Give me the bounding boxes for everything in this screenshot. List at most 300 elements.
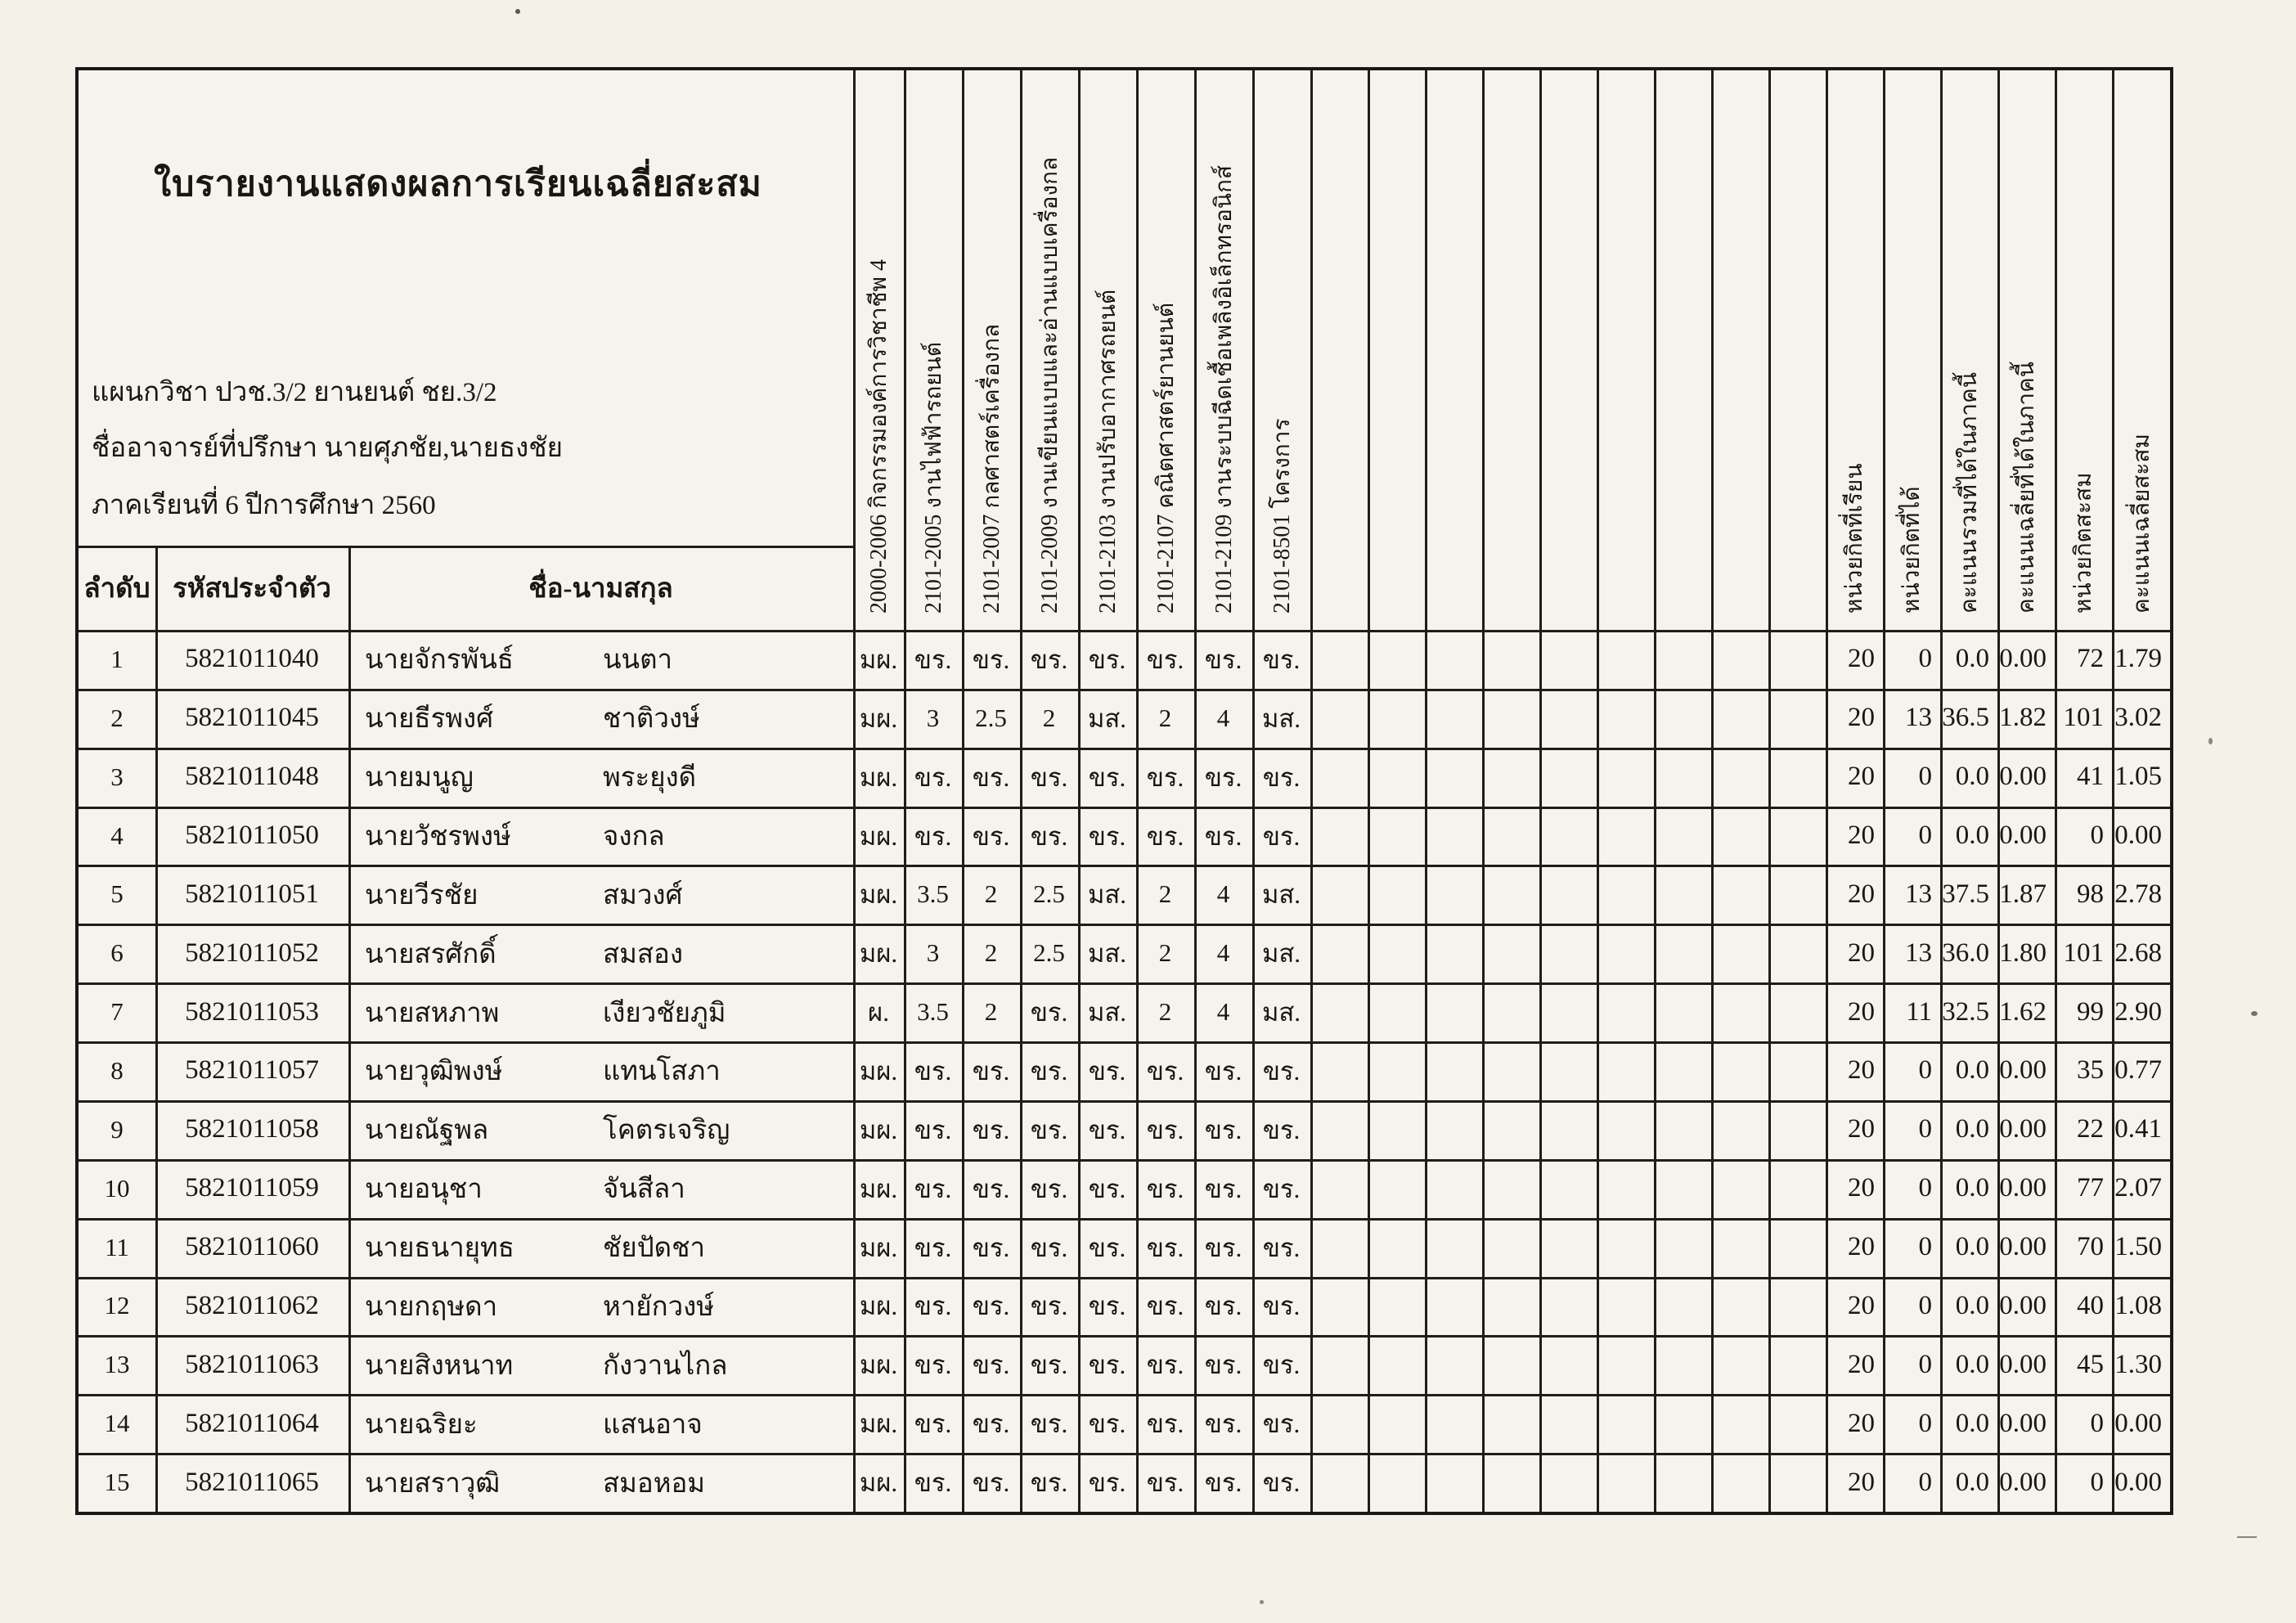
grade-cell: มผ. bbox=[859, 1468, 898, 1498]
grade-cell: ขร. bbox=[1146, 1174, 1184, 1203]
summary-cell: 0.00 bbox=[1999, 1408, 2047, 1438]
summary-cell: 1.87 bbox=[1999, 879, 2047, 909]
summary-cell: 1.50 bbox=[2114, 1232, 2162, 1262]
summary-cell: 11 bbox=[1906, 996, 1932, 1027]
grade-cell: ขร. bbox=[972, 1292, 1010, 1321]
grade-cell: ขร. bbox=[1030, 821, 1068, 851]
grade-cell: ขร. bbox=[914, 1174, 952, 1203]
department-line: แผนกวิชา ปวช.3/2 ยานยนต์ ชย.3/2 bbox=[92, 378, 497, 407]
grade-cell: ขร. bbox=[1088, 1292, 1126, 1321]
grade-cell: ขร. bbox=[972, 821, 1010, 851]
row-number: 11 bbox=[105, 1232, 129, 1261]
grade-cell: ขร. bbox=[1030, 1468, 1068, 1498]
summary-cell: 20 bbox=[1848, 1408, 1875, 1438]
summary-cell: 0.0 bbox=[1955, 1467, 1989, 1497]
summary-cell: 13 bbox=[1905, 937, 1932, 968]
grade-cell: ขร. bbox=[1088, 1468, 1126, 1498]
semester-line: ภาคเรียนที่ 6 ปีการศึกษา 2560 bbox=[92, 491, 436, 520]
grade-cell: 3 bbox=[926, 703, 940, 732]
column-header-student-id: รหัสประจำตัว bbox=[173, 574, 331, 604]
summary-cell: 0.0 bbox=[1955, 644, 1989, 674]
grade-cell: ขร. bbox=[1262, 821, 1301, 851]
grade-cell: 4 bbox=[1216, 879, 1230, 909]
grade-cell: มผ. bbox=[859, 1292, 898, 1321]
student-first-name: นายธนายุทธ bbox=[365, 1234, 514, 1264]
summary-cell: 2.07 bbox=[2114, 1173, 2162, 1203]
summary-column-header: คะแนนเฉลี่ยที่ได้ในภาคนี้ bbox=[2014, 362, 2039, 614]
grade-cell: มผ. bbox=[859, 1174, 898, 1203]
grade-cell: มผ. bbox=[859, 880, 898, 910]
student-first-name: นายวีรชัย bbox=[365, 880, 479, 910]
grade-cell: 2 bbox=[1158, 879, 1172, 909]
student-last-name: เงียวชัยภูมิ bbox=[603, 998, 726, 1028]
grade-cell: มผ. bbox=[859, 1233, 898, 1262]
student-last-name: สมวงศ์ bbox=[603, 880, 683, 910]
document-title: ใบรายงานแสดงผลการเรียนเฉลี่ยสะสม bbox=[154, 165, 762, 204]
grade-cell: ขร. bbox=[972, 1174, 1010, 1203]
summary-cell: 0.00 bbox=[1999, 1349, 2047, 1379]
grade-cell: ขร. bbox=[914, 1115, 952, 1144]
summary-cell: 0.00 bbox=[1999, 1232, 2047, 1262]
summary-cell: 0.0 bbox=[1955, 1173, 1989, 1203]
grade-cell: ขร. bbox=[1088, 1115, 1126, 1144]
grade-cell: ขร. bbox=[914, 1409, 952, 1439]
grade-cell: มส. bbox=[1087, 998, 1127, 1027]
summary-cell: 0 bbox=[1918, 1173, 1932, 1203]
student-first-name: นายกฤษดา bbox=[365, 1292, 498, 1322]
summary-cell: 1.05 bbox=[2114, 762, 2162, 792]
grade-cell: ขร. bbox=[972, 1409, 1010, 1439]
grade-cell: ขร. bbox=[1204, 645, 1242, 674]
grade-cell: 2 bbox=[984, 997, 998, 1027]
student-last-name: โคตรเจริญ bbox=[603, 1116, 730, 1146]
student-last-name: พระยุงดี bbox=[603, 763, 697, 794]
row-number: 14 bbox=[104, 1409, 130, 1438]
summary-cell: 0 bbox=[1918, 1349, 1932, 1379]
summary-cell: 20 bbox=[1848, 1290, 1875, 1320]
grade-cell: ขร. bbox=[972, 1468, 1010, 1498]
grade-cell: ขร. bbox=[914, 1233, 952, 1262]
grade-cell: ขร. bbox=[1030, 1174, 1068, 1203]
grade-cell: มส. bbox=[1087, 704, 1127, 733]
grade-cell: ผ. bbox=[868, 998, 889, 1027]
summary-cell: 0.77 bbox=[2114, 1055, 2162, 1086]
table-row bbox=[79, 807, 2170, 865]
student-first-name: นายจักรพันธ์ bbox=[365, 645, 514, 676]
summary-cell: 20 bbox=[1848, 1232, 1875, 1262]
grade-cell: 2 bbox=[1158, 938, 1172, 968]
table-row bbox=[79, 1218, 2170, 1277]
grade-cell: 2 bbox=[1158, 997, 1172, 1027]
summary-cell: 0.0 bbox=[1955, 1114, 1989, 1144]
grade-cell: ขร. bbox=[1204, 762, 1242, 792]
student-first-name: นายวุฒิพงษ์ bbox=[365, 1057, 503, 1087]
summary-cell: 98 bbox=[2077, 879, 2104, 909]
summary-cell: 36.5 bbox=[1942, 703, 1989, 733]
grade-cell: ขร. bbox=[1088, 821, 1126, 851]
table-row bbox=[79, 1100, 2170, 1159]
summary-cell: 1.62 bbox=[1999, 996, 2047, 1027]
scan-speck bbox=[515, 9, 520, 14]
student-last-name: นนตา bbox=[603, 645, 673, 676]
row-number: 5 bbox=[110, 879, 124, 909]
summary-cell: 20 bbox=[1848, 937, 1875, 968]
grade-cell: ขร. bbox=[1204, 1174, 1242, 1203]
summary-cell: 20 bbox=[1848, 1173, 1875, 1203]
summary-cell: 20 bbox=[1848, 1467, 1875, 1497]
grade-cell: 3.5 bbox=[917, 879, 949, 909]
student-last-name: จงกล bbox=[603, 822, 665, 852]
grade-cell: มผ. bbox=[859, 1115, 898, 1144]
grade-cell: ขร. bbox=[1262, 1174, 1301, 1203]
summary-cell: 0.00 bbox=[2114, 1408, 2162, 1438]
grade-cell: ขร. bbox=[914, 1292, 952, 1321]
student-first-name: นายณัฐพล bbox=[365, 1116, 489, 1146]
grade-cell: มผ. bbox=[859, 1056, 898, 1086]
summary-cell: 20 bbox=[1848, 1349, 1875, 1379]
grade-cell: ขร. bbox=[1262, 1056, 1301, 1086]
subject-column-header: 2000-2006 กิจกรรมองค์การวิชาชีพ 4 bbox=[866, 259, 892, 614]
grade-cell: 2 bbox=[1158, 703, 1172, 732]
summary-cell: 0 bbox=[1918, 762, 1932, 792]
grade-cell: ขร. bbox=[1262, 1115, 1301, 1144]
summary-cell: 2.90 bbox=[2114, 996, 2162, 1027]
summary-cell: 99 bbox=[2077, 996, 2104, 1027]
table-row bbox=[79, 689, 2170, 748]
student-first-name: นายฉริยะ bbox=[365, 1409, 478, 1440]
grade-cell: ขร. bbox=[972, 1351, 1010, 1380]
summary-cell: 101 bbox=[2063, 937, 2104, 968]
grade-cell: ขร. bbox=[1262, 1292, 1301, 1321]
grade-cell: ขร. bbox=[1262, 1409, 1301, 1439]
grade-cell: มส. bbox=[1261, 939, 1301, 969]
summary-cell: 0 bbox=[1918, 644, 1932, 674]
grade-cell: ขร. bbox=[1088, 1056, 1126, 1086]
student-last-name: แทนโสภา bbox=[603, 1057, 721, 1087]
grade-cell: ขร. bbox=[1146, 1292, 1184, 1321]
grade-cell: ขร. bbox=[914, 1468, 952, 1498]
student-last-name: สมอหอม bbox=[603, 1468, 706, 1499]
student-id: 5821011051 bbox=[185, 879, 319, 909]
grade-cell: 4 bbox=[1216, 997, 1230, 1027]
grade-cell: ขร. bbox=[1088, 1351, 1126, 1380]
grade-cell: ขร. bbox=[1088, 762, 1126, 792]
summary-cell: 70 bbox=[2077, 1232, 2104, 1262]
student-id: 5821011040 bbox=[185, 644, 319, 674]
grade-cell: ขร. bbox=[972, 1233, 1010, 1262]
grade-cell: มผ. bbox=[859, 762, 898, 792]
grade-cell: ขร. bbox=[914, 645, 952, 674]
grade-cell: มผ. bbox=[859, 1351, 898, 1380]
grade-cell: ขร. bbox=[1146, 645, 1184, 674]
row-number: 2 bbox=[110, 703, 124, 732]
grade-cell: ขร. bbox=[972, 645, 1010, 674]
scan-scratch bbox=[2237, 1536, 2257, 1538]
summary-cell: 1.82 bbox=[1999, 703, 2047, 733]
grade-cell: ขร. bbox=[1030, 762, 1068, 792]
grade-cell: ขร. bbox=[1146, 1409, 1184, 1439]
student-id: 5821011065 bbox=[185, 1467, 319, 1497]
summary-cell: 0.0 bbox=[1955, 1290, 1989, 1320]
table-row bbox=[79, 1394, 2170, 1453]
summary-cell: 41 bbox=[2077, 762, 2104, 792]
subject-column-header: 2101-2103 งานปรับอากาศรถยนต์ bbox=[1094, 289, 1121, 614]
grade-cell: ขร. bbox=[1146, 1468, 1184, 1498]
summary-cell: 0.00 bbox=[1999, 820, 2047, 851]
student-last-name: สมสอง bbox=[603, 939, 683, 969]
student-last-name: ชาติวงษ์ bbox=[603, 704, 700, 735]
summary-cell: 0 bbox=[1918, 1114, 1932, 1144]
subject-column-header: 2101-2007 กลศาสตร์เครื่องกล bbox=[978, 323, 1004, 614]
grade-cell: 2 bbox=[984, 938, 998, 968]
student-first-name: นายธีรพงศ์ bbox=[365, 704, 494, 735]
summary-cell: 72 bbox=[2077, 644, 2104, 674]
student-first-name: นายสิงหนาท bbox=[365, 1351, 514, 1381]
grade-cell: มส. bbox=[1261, 704, 1301, 733]
table-row bbox=[79, 982, 2170, 1041]
summary-cell: 20 bbox=[1848, 644, 1875, 674]
row-number: 15 bbox=[104, 1468, 130, 1497]
grade-cell: ขร. bbox=[1204, 1115, 1242, 1144]
summary-cell: 1.08 bbox=[2114, 1290, 2162, 1320]
subject-column-header: 2101-2005 งานไฟฟ้ารถยนต์ bbox=[920, 341, 946, 614]
summary-cell: 0.00 bbox=[2114, 820, 2162, 851]
grade-cell: มผ. bbox=[859, 1409, 898, 1439]
summary-cell: 1.79 bbox=[2114, 644, 2162, 674]
summary-cell: 1.30 bbox=[2114, 1349, 2162, 1379]
row-number: 7 bbox=[110, 997, 124, 1027]
grade-cell: 2 bbox=[1042, 703, 1056, 732]
grade-cell: ขร. bbox=[1146, 762, 1184, 792]
summary-cell: 32.5 bbox=[1942, 996, 1989, 1027]
grade-cell: ขร. bbox=[1146, 1115, 1184, 1144]
summary-cell: 0 bbox=[2090, 1467, 2104, 1497]
grade-cell: ขร. bbox=[1262, 1468, 1301, 1498]
grade-cell: ขร. bbox=[1030, 1233, 1068, 1262]
summary-cell: 0 bbox=[2090, 1408, 2104, 1438]
student-first-name: นายวัชรพงษ์ bbox=[365, 822, 511, 852]
grade-cell: ขร. bbox=[972, 1115, 1010, 1144]
subject-column-header: 2101-2009 งานเขียนแบบและอ่านแบบเครื่องกล bbox=[1036, 156, 1063, 614]
grade-cell: ขร. bbox=[1030, 645, 1068, 674]
summary-column-header: คะแนนรวมที่ได้ในภาคนี้ bbox=[1957, 372, 1982, 614]
row-number: 9 bbox=[110, 1114, 124, 1144]
summary-cell: 0.00 bbox=[1999, 762, 2047, 792]
row-number: 1 bbox=[110, 644, 124, 673]
grade-cell: มส. bbox=[1261, 998, 1301, 1027]
summary-cell: 0.0 bbox=[1955, 1055, 1989, 1086]
grade-cell: 4 bbox=[1216, 703, 1230, 732]
student-first-name: นายสราวุฒิ bbox=[365, 1468, 501, 1499]
student-last-name: ชัยปัดชา bbox=[603, 1234, 706, 1264]
grade-cell: ขร. bbox=[1088, 1233, 1126, 1262]
grade-cell: มส. bbox=[1087, 880, 1127, 910]
subject-column-header: 2101-8501 โครงการ bbox=[1269, 418, 1295, 614]
summary-cell: 37.5 bbox=[1942, 879, 1989, 909]
row-number: 13 bbox=[104, 1350, 130, 1379]
table-row bbox=[79, 1335, 2170, 1394]
table-row bbox=[79, 748, 2170, 807]
summary-cell: 0 bbox=[1918, 1467, 1932, 1497]
summary-cell: 0.0 bbox=[1955, 1232, 1989, 1262]
summary-cell: 3.02 bbox=[2114, 703, 2162, 733]
subject-column-header: 2101-2109 งานระบบฉีดเชื้อเพลิงอิเล็กทรอนิกส์ bbox=[1211, 165, 1237, 614]
student-id: 5821011048 bbox=[185, 762, 319, 792]
grade-cell: ขร. bbox=[972, 1056, 1010, 1086]
grade-cell: ขร. bbox=[1204, 821, 1242, 851]
row-number: 3 bbox=[110, 762, 124, 791]
student-last-name: กังวานไกล bbox=[603, 1351, 728, 1381]
summary-cell: 13 bbox=[1905, 879, 1932, 909]
grade-cell: มผ. bbox=[859, 704, 898, 733]
grade-cell: ขร. bbox=[1204, 1292, 1242, 1321]
grade-cell: ขร. bbox=[1088, 645, 1126, 674]
grade-cell: ขร. bbox=[914, 1056, 952, 1086]
grade-cell: ขร. bbox=[1262, 762, 1301, 792]
grade-cell: ขร. bbox=[1030, 998, 1068, 1027]
student-id: 5821011050 bbox=[185, 820, 319, 851]
grade-cell: ขร. bbox=[1088, 1409, 1126, 1439]
summary-cell: 36.0 bbox=[1942, 937, 1989, 968]
grade-cell: ขร. bbox=[1030, 1115, 1068, 1144]
row-number: 4 bbox=[110, 820, 124, 850]
grade-cell: ขร. bbox=[1030, 1292, 1068, 1321]
grade-cell: ขร. bbox=[914, 821, 952, 851]
student-id: 5821011045 bbox=[185, 703, 319, 733]
row-number: 10 bbox=[104, 1173, 130, 1203]
grade-cell: ขร. bbox=[1146, 1233, 1184, 1262]
summary-cell: 0.00 bbox=[1999, 644, 2047, 674]
summary-cell: 0.00 bbox=[1999, 1173, 2047, 1203]
row-number: 8 bbox=[110, 1055, 124, 1085]
summary-cell: 0 bbox=[1918, 1055, 1932, 1086]
summary-column-header: คะแนนเฉลี่ยสะสม bbox=[2128, 434, 2154, 614]
student-first-name: นายสรศักดิ์ bbox=[365, 939, 496, 969]
summary-cell: 0.0 bbox=[1955, 1408, 1989, 1438]
grade-cell: ขร. bbox=[914, 1351, 952, 1380]
summary-cell: 22 bbox=[2077, 1114, 2104, 1144]
table-row bbox=[79, 865, 2170, 924]
student-id: 5821011064 bbox=[185, 1408, 319, 1438]
student-last-name: แสนอาจ bbox=[603, 1409, 703, 1440]
student-last-name: หายักวงษ์ bbox=[603, 1292, 714, 1322]
summary-cell: 77 bbox=[2077, 1173, 2104, 1203]
scan-speck bbox=[2251, 1011, 2258, 1016]
grade-cell: มผ. bbox=[859, 821, 898, 851]
student-id: 5821011052 bbox=[185, 937, 319, 968]
student-id: 5821011058 bbox=[185, 1114, 319, 1144]
student-first-name: นายสหภาพ bbox=[365, 998, 500, 1028]
table-row bbox=[79, 1159, 2170, 1218]
grade-cell: มผ. bbox=[859, 939, 898, 969]
summary-cell: 0.00 bbox=[1999, 1290, 2047, 1320]
grade-report-table bbox=[75, 67, 2173, 1515]
summary-cell: 101 bbox=[2063, 703, 2104, 733]
grade-cell: 2.5 bbox=[975, 703, 1007, 732]
summary-cell: 0.0 bbox=[1955, 1349, 1989, 1379]
summary-cell: 1.80 bbox=[1999, 937, 2047, 968]
student-id: 5821011059 bbox=[185, 1173, 319, 1203]
scan-speck bbox=[1260, 1600, 1264, 1604]
grade-cell: 2.5 bbox=[1033, 938, 1065, 968]
student-id: 5821011063 bbox=[185, 1349, 319, 1379]
row-number: 12 bbox=[104, 1291, 130, 1320]
grade-cell: 3 bbox=[926, 938, 940, 968]
student-first-name: นายอนุชา bbox=[365, 1175, 483, 1205]
grade-cell: ขร. bbox=[1204, 1056, 1242, 1086]
student-id: 5821011053 bbox=[185, 996, 319, 1027]
grade-cell: ขร. bbox=[1204, 1468, 1242, 1498]
row-number: 6 bbox=[110, 938, 124, 968]
summary-cell: 35 bbox=[2077, 1055, 2104, 1086]
summary-cell: 0.00 bbox=[1999, 1055, 2047, 1086]
scan-speck bbox=[2208, 738, 2213, 744]
summary-cell: 20 bbox=[1848, 1055, 1875, 1086]
table-row bbox=[79, 1453, 2170, 1512]
grade-cell: 4 bbox=[1216, 938, 1230, 968]
summary-cell: 20 bbox=[1848, 703, 1875, 733]
summary-column-header: หน่วยกิตที่ได้ bbox=[1899, 486, 1925, 614]
summary-cell: 0 bbox=[1918, 820, 1932, 851]
summary-column-header: หน่วยกิตที่เรียน bbox=[1842, 463, 1867, 614]
grade-cell: ขร. bbox=[1030, 1409, 1068, 1439]
summary-cell: 20 bbox=[1848, 1114, 1875, 1144]
grade-cell: ขร. bbox=[1146, 1351, 1184, 1380]
subject-column-header: 2101-2107 คณิตศาสตร์ยานยนต์ bbox=[1152, 302, 1179, 614]
summary-cell: 0.0 bbox=[1955, 820, 1989, 851]
grade-cell: ขร. bbox=[972, 762, 1010, 792]
summary-cell: 2.78 bbox=[2114, 879, 2162, 909]
summary-cell: 0.00 bbox=[2114, 1467, 2162, 1497]
summary-cell: 0 bbox=[1918, 1408, 1932, 1438]
summary-cell: 20 bbox=[1848, 762, 1875, 792]
summary-cell: 0.00 bbox=[1999, 1114, 2047, 1144]
table-row bbox=[79, 630, 2170, 689]
grade-cell: 2 bbox=[984, 879, 998, 909]
student-id: 5821011060 bbox=[185, 1232, 319, 1262]
grade-cell: ขร. bbox=[1088, 1174, 1126, 1203]
summary-cell: 40 bbox=[2077, 1290, 2104, 1320]
grade-cell: ขร. bbox=[1146, 1056, 1184, 1086]
column-header-no: ลำดับ bbox=[83, 574, 151, 604]
grade-cell: ขร. bbox=[1204, 1409, 1242, 1439]
summary-cell: 0.0 bbox=[1955, 762, 1989, 792]
summary-cell: 0.00 bbox=[1999, 1467, 2047, 1497]
grade-cell: 3.5 bbox=[917, 997, 949, 1027]
student-last-name: จันสีลา bbox=[603, 1175, 685, 1205]
grade-cell: ขร. bbox=[1146, 821, 1184, 851]
summary-cell: 2.68 bbox=[2114, 937, 2162, 968]
grade-cell: ขร. bbox=[1204, 1233, 1242, 1262]
grade-cell: 2.5 bbox=[1033, 879, 1065, 909]
column-header-name: ชื่อ-นามสกุล bbox=[528, 574, 673, 604]
grade-cell: ขร. bbox=[1262, 1351, 1301, 1380]
summary-cell: 45 bbox=[2077, 1349, 2104, 1379]
grade-cell: ขร. bbox=[1262, 1233, 1301, 1262]
summary-column-header: หน่วยกิตสะสม bbox=[2071, 472, 2096, 614]
grade-cell: ขร. bbox=[1204, 1351, 1242, 1380]
summary-cell: 0 bbox=[2090, 820, 2104, 851]
summary-cell: 20 bbox=[1848, 879, 1875, 909]
grade-cell: ขร. bbox=[1262, 645, 1301, 674]
summary-cell: 20 bbox=[1848, 820, 1875, 851]
grade-cell: มผ. bbox=[859, 645, 898, 674]
summary-cell: 13 bbox=[1905, 703, 1932, 733]
table-row bbox=[79, 924, 2170, 982]
summary-cell: 0 bbox=[1918, 1290, 1932, 1320]
table-row bbox=[79, 1041, 2170, 1100]
grade-cell: มส. bbox=[1087, 939, 1127, 969]
